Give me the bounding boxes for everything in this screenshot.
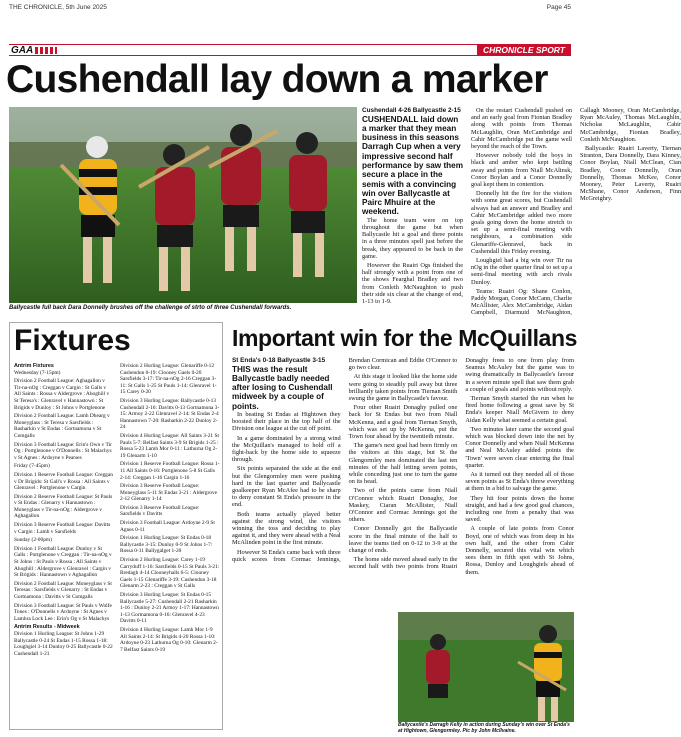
main-paragraph: Donnelly hit the fire for the visitors with some great scores, but Cushendall always had an answer and Bradley and Cahir McCambridge added two more goals going down the home stretch to set up a semi-final meeting with neighbours, a combination side Glenariffe-Glenravel, back in Cushendall this Friday evening. bbox=[471, 190, 572, 255]
main-story-body bbox=[362, 107, 681, 319]
fixture-text: Division 3 Football League: Erin's Own v Tir Og : Portglenone v O'Donnells : St Malachys v St Agnes : Ardoyne v Pearses bbox=[14, 441, 112, 461]
hurling-photo-second bbox=[398, 612, 574, 722]
fixture-text: Division 3 Football League: St Pauls v Wolfe Tones : O'Donnells v Ardoyne : St Agnes v Lamhra Lock Lee : Erin's Og v St Malachys bbox=[14, 602, 112, 622]
fixture-block bbox=[14, 378, 114, 411]
main-paragraph: Loughgiel had a big win over Tir na nOg in the other quarter final to set up a semi-final meeting with arch rivals Dunloy. bbox=[471, 257, 572, 286]
fixture-text: Division 2 Football League: Lamh Dhearg v Moneyglass : St Teresa v Sarsfields : Rasharkin v St Endas : Gortnamona v St Comgalls bbox=[14, 413, 110, 439]
fixture-text: Division 2 Hurling League: Carey 1-19 Carryduff 1-16: Sarsfields 0-15 St Pauls 3-21: Bredagh 4-14 Clooneyhalls 6-5: Clooney Gaels 1-15 Glenariffe 3-19: Cushendun 3-18 Glenarm 2-23 : Creggan v St Galls bbox=[120, 557, 220, 590]
fixture-heading: Antrim Fixtures bbox=[14, 363, 54, 369]
fixture-block bbox=[120, 627, 220, 653]
fixture-block bbox=[120, 433, 220, 459]
second-paragraph: A couple of late points from Conor Boyd, one of which was from deep in his own half, and the other from Cahir Donnelly, secured this vital win which sees them in fifth spot with St Johns, Rossa, Dunloy and Loughgiels ahead of them. bbox=[465, 525, 574, 576]
fixtures-list bbox=[14, 363, 220, 727]
fixture-text: Division 4 Hurling League: Lamh Mor 1-9 All Saints 2-14: St Brigids 4-20 Rossa 1-10: Ardoyne 0-23 Lathurna Og 0-10: Glenarm 2-7 Belfast Saints 0-19 bbox=[120, 626, 218, 653]
fixture-heading: Antrim Results - Midweek bbox=[14, 624, 80, 631]
fixture-text: Division 1 Football League: Dunloy v St Galls : Portglenone v Creggan : Tir-na-nOg v St Johns : St Pauls v Rossa : All Saints v Ahoghill : Aldergrove v Glenravel : Cargin v St Brigids : Hannastown v Aghagallon bbox=[14, 545, 112, 579]
fixture-text: Division 2 Hurling League: Glenariffe 0-12 Cushendun 0-19: Clooney Gaels 0-20 Sarsfields 3-17: Tir-na-nOg 2-16 Creggan 3-11: St Galls 1-25 St Pauls 1-14: Glenravel 1-15 Carey 0-20 bbox=[120, 363, 217, 396]
fixture-text: Sunday (2-00pm) bbox=[14, 537, 52, 544]
main-paragraph: Ballycastle: Ruairi Laverty, Tiernan Stranton, Dara Donnelly, Dara Kinney, Conor Boylan, Niall McClean, Cian Bradley, Conor Donnelly, Oran Donnelly, Thomas McKee, Conor Mooney, Peter Laverty, Ruairi McShane, Conor Anderson, Finn McGreighry. bbox=[580, 145, 681, 203]
fixture-block bbox=[120, 461, 220, 481]
paper-date: THE CHRONICLE, 5th June 2025 bbox=[9, 4, 107, 11]
fixture-block bbox=[14, 494, 114, 520]
second-paragraph: The game's next goal had been firmly on the visitors at this stage, but St the Glengormley men dominated the last ten minutes of the half letting seven points, while conceding just one to turn the game on its head. bbox=[348, 442, 458, 486]
fixtures-title: Fixtures bbox=[14, 324, 131, 357]
fixture-text: Division 1 Hurling League: St Endas 0-18 Ballycastle 3-15: Dunloy 0-9 St Johns 1-7: Rossa 0-11 Ballygalget 1-20 bbox=[120, 535, 213, 555]
fixture-text: Division 3 Football League: Ardoyne 2-9 St Agnes 0-11 bbox=[120, 520, 215, 533]
fixture-block bbox=[14, 603, 114, 623]
second-headline: Important win for the McQuillans bbox=[232, 325, 577, 351]
fixture-block bbox=[120, 363, 220, 396]
fixture-text: Wednesday (7-15pm) bbox=[14, 369, 61, 376]
fixture-block bbox=[120, 535, 220, 555]
photo-caption-main: Ballycastle full back Dara Donnelly brushes off the challenge of strto of three Cushendall forwards. bbox=[9, 305, 292, 311]
main-paragraph: Teams: Ruairi Og: Shane Conlon, Paddy Morgan, Conor McCann, Charlie McAllister, Alex McCambridge, Aidan Campbell, Diarmuid McNaughton, Callagh Mooney, Oran McCambridge, Ryan McAuley, Thomas McLaughlin, Nicholas McLaughlin, Cahir McCambridge, Fiontan Bradley, Conleth McNaughton. bbox=[471, 107, 681, 317]
fixture-block bbox=[14, 537, 114, 544]
fixture-text: Division 3 Hurling League: Ballycastle 0-13 Cushendall 2-16: Davitts 0-13 Gortnamona 3-15: Armoy 2-22 Glenravel 2-14: St Endas 2-4 Hannastown 7-20: Rasharkin 2-22 Dunloy 2-24 bbox=[120, 397, 220, 431]
fixture-block bbox=[120, 483, 220, 503]
fixture-block bbox=[120, 592, 220, 625]
fixture-block bbox=[14, 472, 114, 492]
hurling-scene-icon bbox=[9, 107, 357, 303]
section-bar bbox=[9, 44, 571, 56]
hurling-photo-main bbox=[9, 107, 357, 303]
fixture-text: Division 3 Reserve Football League: Davitts v Cargin : Lamh v Sarsfields bbox=[14, 522, 111, 535]
second-paragraph: As it turned out they needed all of those seven points as St Enda's threw everything at them in a bid to salvage the game. bbox=[465, 471, 574, 493]
fixture-block bbox=[14, 522, 114, 535]
fixture-block bbox=[14, 581, 114, 601]
fixture-block bbox=[14, 546, 114, 579]
fixture-block bbox=[120, 398, 220, 431]
main-paragraph: However nobody told the boys in black and amber who kept battling away and points from Niall McAlinsk, Conor Boylan and a Conor Donnelly goal kept them in contention. bbox=[471, 152, 572, 189]
section-label: GAA bbox=[11, 45, 34, 56]
fixture-text: Division 1 Reserve Football League: Rossa 1-11 All Saints 0-16: Portglenone 5-8 St Galls 2-14: Creggan 1-16 Cargin 1-16 bbox=[120, 461, 220, 481]
fixture-block bbox=[14, 363, 114, 376]
second-paragraph: Six points separated the side at the end but the Glengormley men were pushing hard in the last quarter and Ballycastle goalkeeper Ryan McAfee had to be sharp to deny constant St Enda's pressure in the end. bbox=[232, 465, 341, 509]
second-lead: THIS was the result Ballycastle badly needed after losing to Cushendall midweek by a couple of points. bbox=[232, 364, 333, 411]
fixture-text: Division 3 Reserve Football League: Moneyglass 5-11 St Endas 3-21 : Aldergrove 2-12 Glenarry 1-14 bbox=[120, 483, 218, 503]
fixture-text: Division 2 Football League: Moneyglass v St Teresas : Sarsfields v Glenarry : St Endas v Gortnamona : Davitts v St Comgalls bbox=[14, 580, 112, 600]
second-paragraph: However St Enda's came back with three quick scores from Cormac Jennings, Brendan Cormican and Eddie O'Connor to go two clear. bbox=[232, 357, 458, 563]
fixture-block bbox=[120, 520, 220, 533]
fixture-block bbox=[14, 463, 114, 470]
fixture-block bbox=[14, 413, 114, 439]
fixture-text: Division 2 Football League: Aghagallon v Tir-na-nOg : Creggan v Cargin : St Galls v All Saints : Rossa v Aldergrove : Ahoghill v St Teresa's : Glenravel v Hannastown : St Brigids v Dunloy : St Johns v Portglenone bbox=[14, 378, 110, 411]
second-paragraph: In beating St Endas at Hightown they boosted their place in the top half of the Division one league at the cut off point. bbox=[232, 410, 341, 433]
fixture-block bbox=[120, 557, 220, 590]
main-paragraph: The home team were on top throughout the game but when Ballycastle hit a goal and three points in a three minutes spell just before the break, they appeared to be back in the game. bbox=[362, 216, 463, 260]
photo-caption-second: Ballycastle's Darragh Kelly in action during Sunday's win over St Enda's at Hightown, Glengormley. Pic by John McIlvaine. bbox=[398, 722, 570, 734]
main-lead: CUSHENDALL laid down a marker that they mean business in this seasons Darragh Cup when a very impressive second half performance by saw them secure a place in the semis with a convincing win over Ballycastle at Pairc Mhuire at the weekend. bbox=[362, 114, 464, 217]
fixture-text: Friday (7-45pm) bbox=[14, 463, 50, 470]
second-paragraph: Conor Donnelly got the Ballycastle score in the final minute of the half to leave the teams tied on 0-12 to 3-9 at the change of ends. bbox=[348, 525, 458, 555]
fixture-text: Division 1 Hurling League: St Johns 1-29 Ballycastle 0-24 St Endas 1-15 Rossa 1-18: Loughgiel 3-14 Dunloy 0-25 Ballycastle 0-22 Cushendall 1-21 bbox=[14, 630, 113, 657]
main-headline: Cushendall lay down a marker bbox=[6, 58, 548, 101]
second-paragraph: At this stage it looked like the home side were going to steadily pull away but three brilliantly taken points from Tiernan Smith swung the game in Ballycastle's favour. bbox=[348, 373, 458, 403]
fixtures-panel bbox=[9, 322, 223, 730]
second-paragraph: Both teams actually played better against the strong wind, the visitors winning the toss and deciding to play against it, and they were ahead with a Neal McAlinden point in the first minute. bbox=[232, 510, 341, 547]
second-paragraph: The home side moved ahead early in the second half with two points from Ruairi Donaghy frees to one from play from Seamus McAuley but the game was to swing dramatically in Ballycastle's favour in a seven minute spell that saw them grab a couple of goals and points without reply. bbox=[348, 357, 574, 571]
section-logo: CHRONICLE SPORT bbox=[477, 45, 571, 55]
second-paragraph: Four other Ruairi Donaghy pulled one back for St Endas but two from Niall McKenna, and a goal from Tiernan Smyth, which was set up by McKenna, put the Town four ahead by the twentieth minute. bbox=[348, 404, 458, 441]
fixture-text: Division 3 Hurling League: St Endas 0-15 Ballycastle 5-27: Cushendall 2-21 Rasharkin 1-16 : Dunloy 2-21 Armoy 1-17: Hannastown 1-13 Gortnamona 0-16: Glenravel 4-23 Davitts 0-11 bbox=[120, 592, 219, 625]
fixture-text: Division 1 Reserve Football League: Creggan v Dr Brigids: St Gall's v Rossa : All Saints v Glenravel : Portglenone v Cargin bbox=[14, 471, 113, 492]
page-header bbox=[9, 4, 571, 14]
page-number: Page 45 bbox=[546, 4, 571, 11]
main-score-line: Cushendall 4-26 Ballycastle 2-15 bbox=[362, 107, 461, 114]
stripe-ornament-icon bbox=[35, 47, 57, 54]
second-paragraph: In a game dominated by a strong wind the McQuillan's managed to hold off a fight-back by the home side to squeeze through. bbox=[232, 434, 341, 464]
fixture-block bbox=[14, 442, 114, 462]
main-paragraph: On the restart Cushendall pushed on and an early goal from Fiontan Bradley along with points from Thomas McLaughlin, Oran McCambridge and Cahir McCambridge put the game well beyond the reach of the Town. bbox=[471, 107, 572, 151]
hurler-action-icon bbox=[398, 612, 574, 722]
second-story-body bbox=[232, 357, 574, 612]
main-paragraph: However the Ruairi Ogs finished the half strongly with a point from one of the shows Fearghal Bradley and two from Conleth McNaughton to push their side six clear at the change of end, 1-13 to 1-9. bbox=[362, 261, 463, 305]
fixture-block bbox=[14, 624, 114, 657]
second-paragraph: Tiernan Smyth started the run when he fired home following a great save by St Enda's keeper Niall McGivern to deny Aidan Kelly what seemed a certain goal. bbox=[465, 395, 574, 424]
fixture-text: Division 3 Reserve Football League: Sarsfields v Davitts bbox=[120, 504, 200, 518]
second-score-line: St Enda's 0-18 Ballycastle 3-15 bbox=[232, 357, 326, 364]
second-paragraph: They hit four points down the home straight, and had a few good goal chances, including one from a penalty that was saved. bbox=[465, 494, 574, 524]
fixture-text: Division 4 Hurling League: All Saints 3-21 St Pauls 5-7: Belfast Saints 3-9 St Brigids 1-25 : Rossa 5-23 Lamh Mor 0-11 : Lathurna Og 2-19 Glenarm 1-10 bbox=[120, 432, 219, 459]
fixture-block bbox=[120, 505, 220, 518]
fixture-text: Division 2 Reserve Football League: St Pauls v St Endas : Glenarry v Hannastown : Moneyglass v Tir-na-nOg : Aldergrove v Aghagallon bbox=[14, 493, 113, 520]
second-paragraph: Two of the points came from Niall O'Connor which Ruairi Donaghy, Joe Maskey, Ciaran McAllister, Niall O'Connor and Cormac Jennings got the others. bbox=[348, 487, 458, 524]
second-paragraph: Two minutes later came the second goal which was blocked down into the net by Conor Donnelly and when Niall McKenna and Neal McAuley added points the 'Town' were seven clear entering the final quarter. bbox=[465, 425, 574, 469]
